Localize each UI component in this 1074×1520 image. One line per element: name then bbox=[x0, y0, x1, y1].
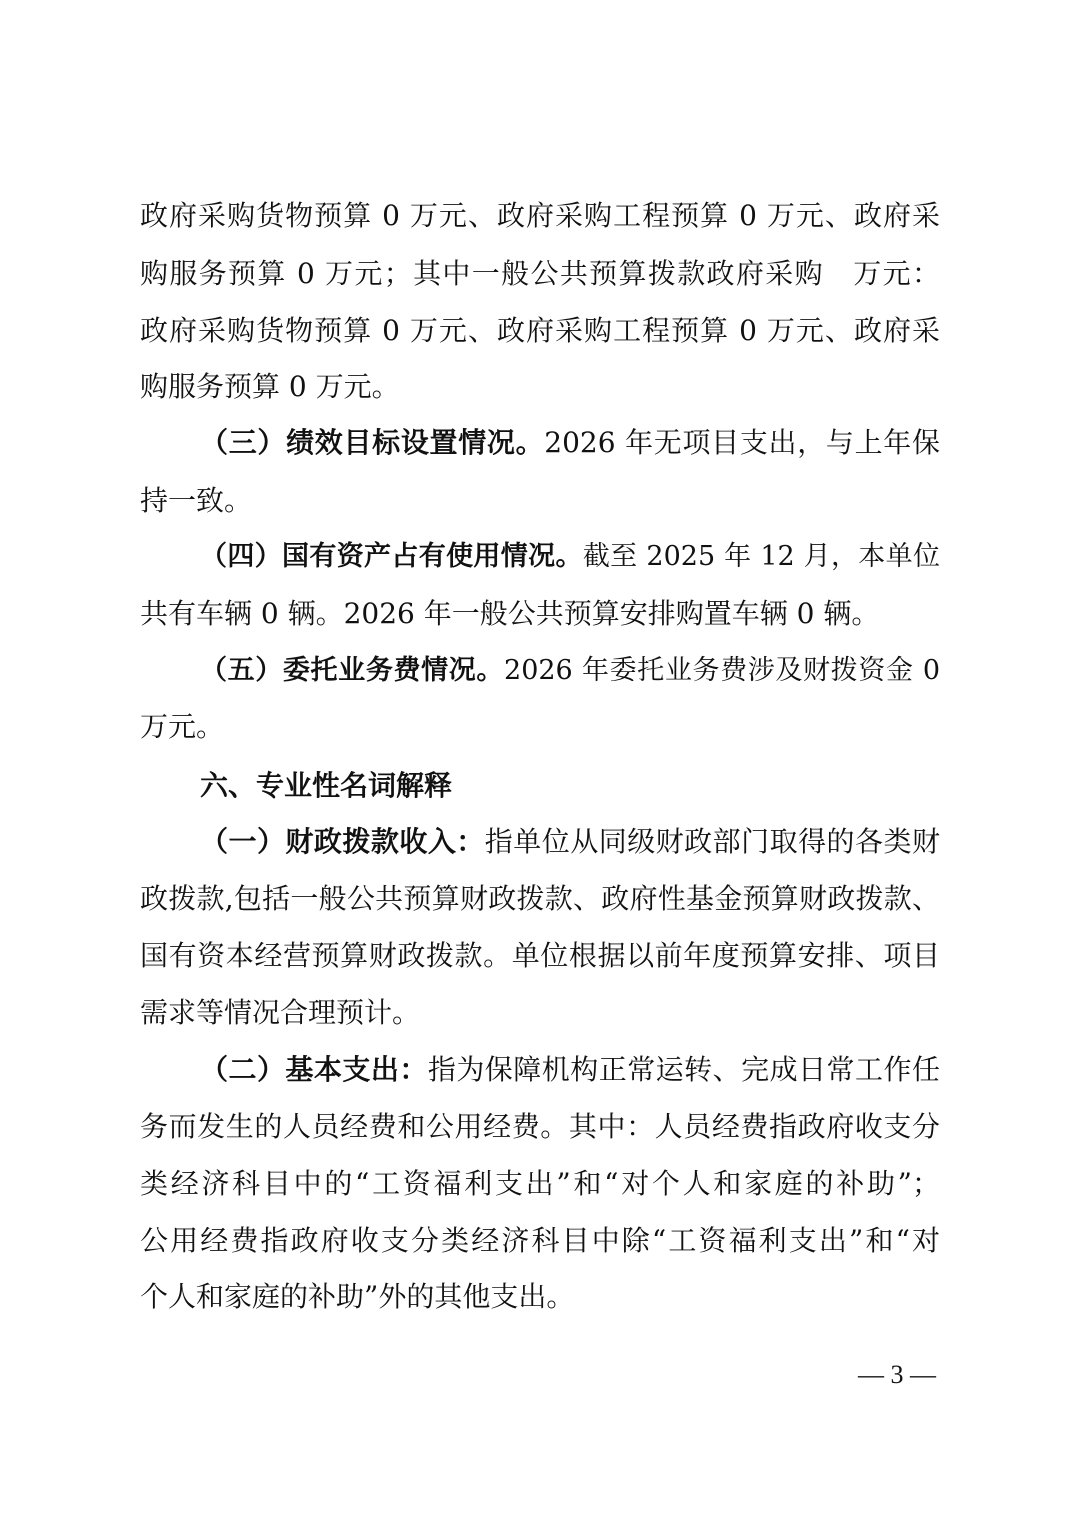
budget-line-4: 购服务预算 0 万元。 bbox=[140, 370, 400, 403]
section-4-heading: （四）国有资产占有使用情况。 bbox=[200, 541, 583, 572]
term-2-line-4: 公用经费指政府收支分类经济科目中除“工资福利支出”和“对 bbox=[140, 1224, 940, 1257]
term-2-line-2: 务而发生的人员经费和公用经费。其中：人员经费指政府收支分 bbox=[140, 1110, 940, 1143]
section-5-line-1 bbox=[200, 651, 940, 691]
section-5-line-2: 万元。 bbox=[140, 710, 225, 743]
term-2-line-1 bbox=[200, 1050, 940, 1090]
section-3-line-1 bbox=[200, 423, 940, 463]
section-3-text-first: 2026 年无项目支出，与上年保 bbox=[544, 426, 940, 459]
section-3-line-2: 持一致。 bbox=[140, 484, 253, 517]
term-1-line-4: 需求等情况合理预计。 bbox=[140, 996, 421, 1029]
budget-line-2: 购服务预算 0 万元；其中一般公共预算拨款政府采购 万元： bbox=[140, 257, 940, 290]
section-4-text-first: 截至 2025 年 12 月，本单位 bbox=[582, 541, 940, 572]
term-1-line-2: 政拨款,包括一般公共预算财政拨款、政府性基金预算财政拨款、 bbox=[140, 882, 940, 915]
section-4-line-1 bbox=[200, 537, 940, 577]
term-1-line-3: 国有资本经营预算财政拨款。单位根据以前年度预算安排、项目 bbox=[140, 939, 940, 972]
part-6-title: 六、专业性名词解释 bbox=[200, 769, 453, 802]
term-1-heading: （一）财政拨款收入： bbox=[200, 825, 485, 858]
term-2-text-first: 指为保障机构正常运转、完成日常工作任 bbox=[427, 1053, 940, 1086]
section-5-text-first: 2026 年委托业务费涉及财拨资金 0 bbox=[504, 655, 940, 686]
budget-line-3: 政府采购货物预算 0 万元、政府采购工程预算 0 万元、政府采 bbox=[140, 314, 940, 347]
page-number: — 3 — bbox=[858, 1360, 936, 1389]
section-4-line-2: 共有车辆 0 辆。2026 年一般公共预算安排购置车辆 0 辆。 bbox=[140, 597, 880, 630]
section-3-heading: （三）绩效目标设置情况。 bbox=[200, 426, 545, 459]
term-1-line-1 bbox=[200, 822, 940, 862]
term-2-line-3: 类经济科目中的“工资福利支出”和“对个人和家庭的补助”； bbox=[140, 1167, 940, 1200]
budget-line-1: 政府采购货物预算 0 万元、政府采购工程预算 0 万元、政府采 bbox=[140, 199, 940, 232]
term-2-heading: （二）基本支出： bbox=[200, 1053, 428, 1086]
term-2-line-5: 个人和家庭的补助”外的其他支出。 bbox=[140, 1280, 575, 1313]
term-1-text-first: 指单位从同级财政部门取得的各类财 bbox=[484, 825, 940, 858]
section-5-heading: （五）委托业务费情况。 bbox=[200, 655, 505, 686]
